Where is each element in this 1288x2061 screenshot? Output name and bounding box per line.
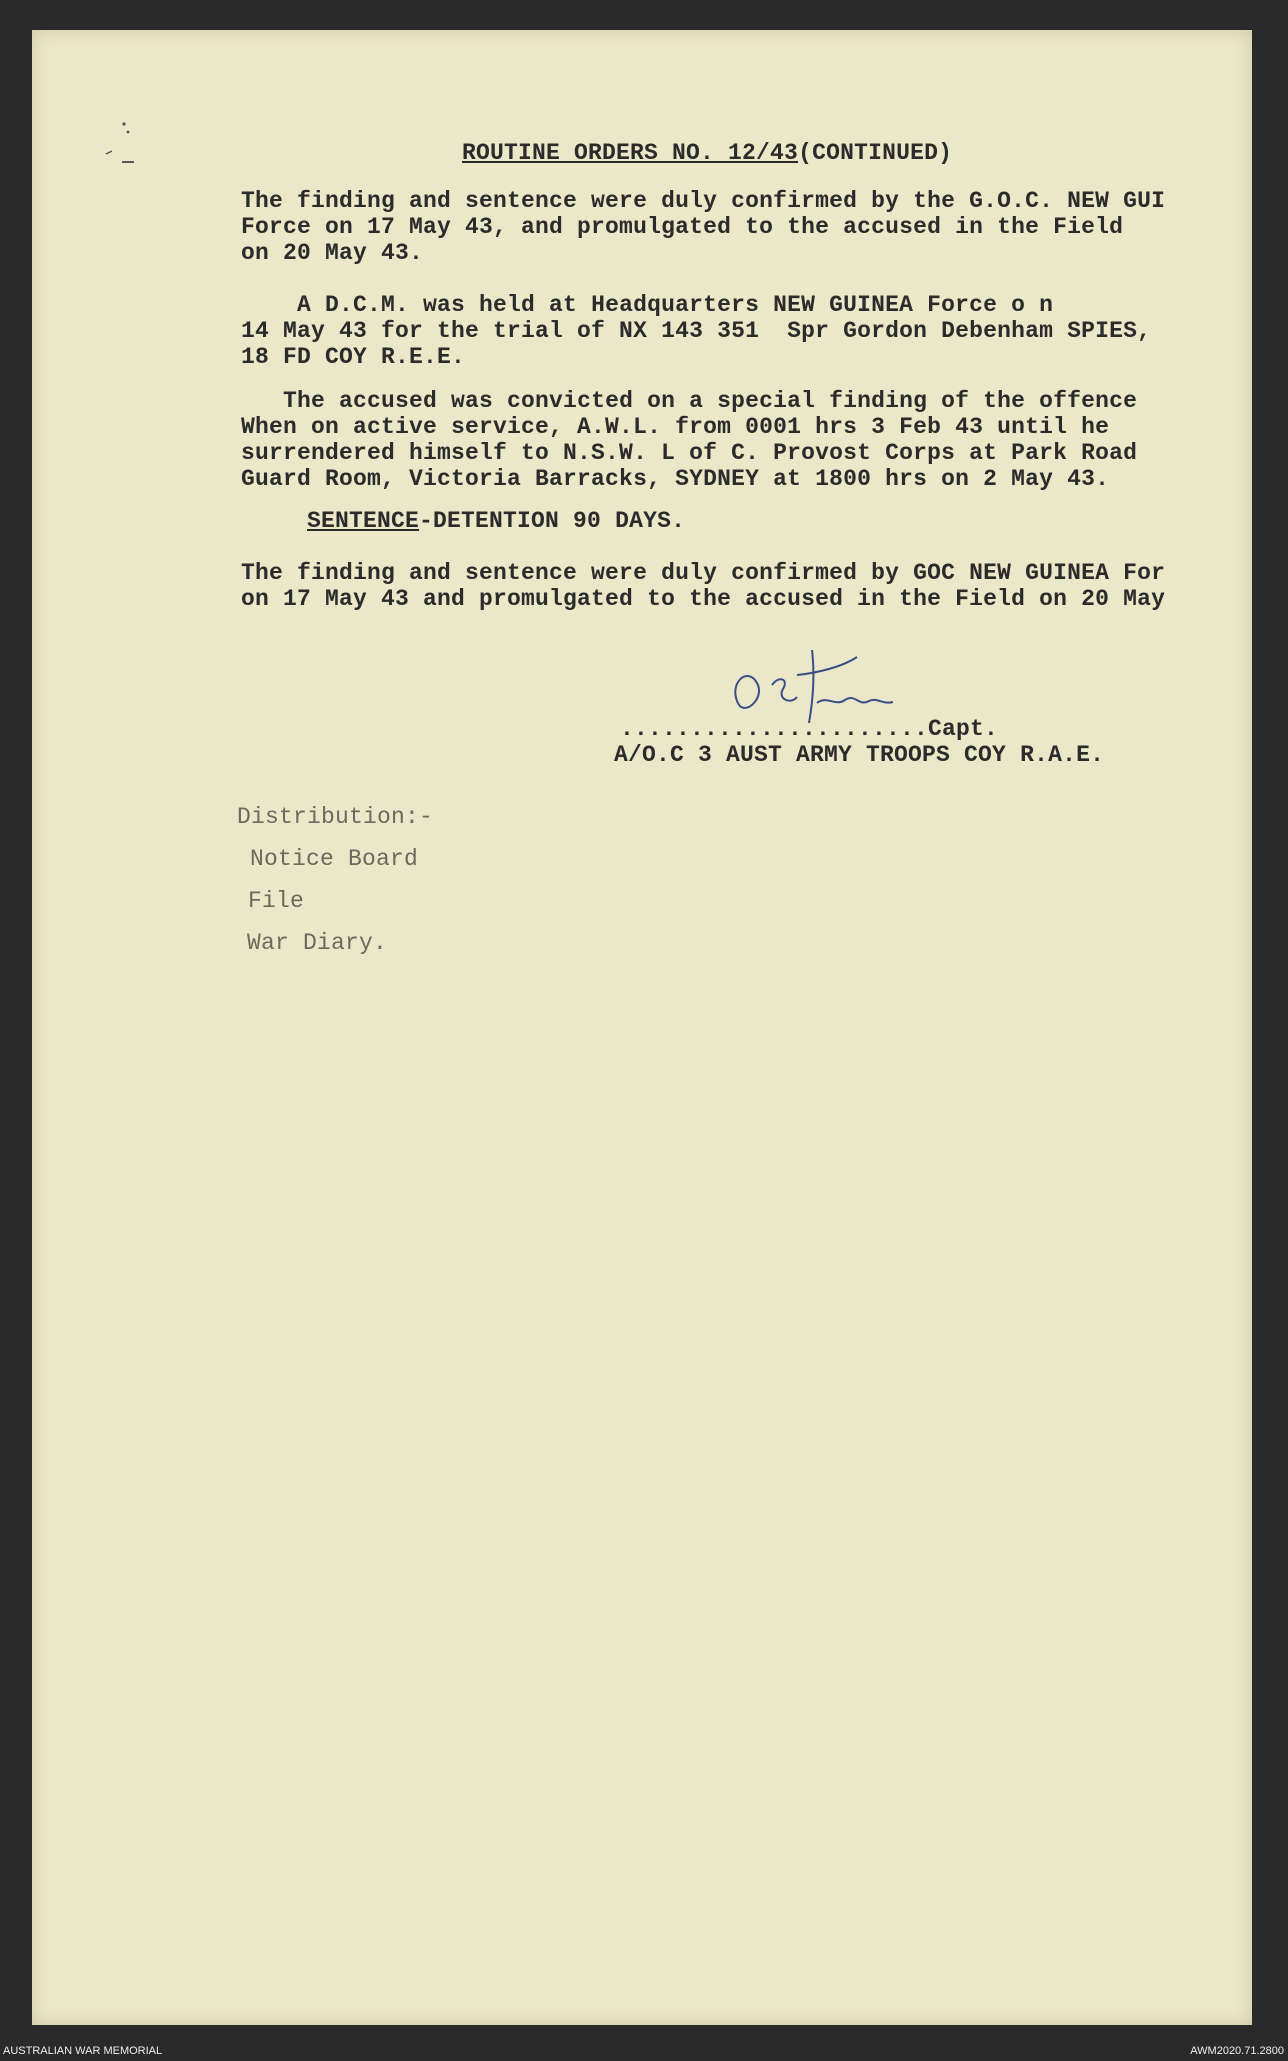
sentence-line — [307, 508, 685, 534]
text-line: A D.C.M. was held at Headquarters NEW GUINEA Force o n — [297, 292, 1054, 318]
paragraph-confirmation-2 — [241, 560, 1165, 612]
paragraph-dcm — [241, 292, 1151, 370]
text-line: surrendered himself to N.S.W. L of C. Provost Corps at Park Road — [241, 440, 1138, 466]
title-continued: (CONTINUED) — [798, 140, 953, 166]
page-title — [462, 140, 952, 166]
sentence-label: SENTENCE — [307, 508, 420, 534]
sentence-value: -DETENTION 90 DAYS. — [419, 508, 686, 534]
text-line: 18 FD COY R.E.E. — [241, 344, 466, 370]
paragraph-confirmation-1 — [241, 188, 1165, 266]
distribution-item-notice-board: Notice Board — [250, 846, 419, 872]
text-line: When on active service, A.W.L. from 0001 hrs 3 Feb 43 until he — [241, 414, 1110, 440]
distribution-heading: Distribution:- — [237, 804, 434, 830]
document-page — [32, 30, 1252, 2025]
text-line: 14 May 43 for the trial of NX 143 351 Spr Gordon Debenham SPIES, — [241, 318, 1152, 344]
text-line: on 20 May 43. — [241, 240, 424, 266]
paragraph-offence — [241, 388, 1137, 492]
margin-marks — [102, 118, 142, 178]
title-underlined: ROUTINE ORDERS NO. 12/43 — [462, 140, 799, 166]
text-line: The finding and sentence were duly confirmed by GOC NEW GUINEA For — [241, 560, 1166, 586]
text-line: The accused was convicted on a special finding of the offence — [283, 388, 1138, 414]
text-line: Guard Room, Victoria Barracks, SYDNEY at 1800 hrs on 2 May 43. — [241, 466, 1110, 492]
text-line: on 17 May 43 and promulgated to the accused in the Field on 20 May — [241, 586, 1166, 612]
distribution-item-war-diary: War Diary. — [247, 930, 388, 956]
footer-right-label: AWM2020.71.2800 — [1190, 2045, 1284, 2057]
footer-left-label: AUSTRALIAN WAR MEMORIAL — [3, 2045, 163, 2057]
text-line: Force on 17 May 43, and promulgated to the accused in the Field — [241, 214, 1124, 240]
text-line: The finding and sentence were duly confirmed by the G.O.C. NEW GUI — [241, 188, 1166, 214]
signature-line: ......................Capt. — [620, 716, 999, 742]
signature-title: A/O.C 3 AUST ARMY TROOPS COY R.A.E. — [614, 742, 1105, 768]
distribution-item-file: File — [248, 888, 305, 914]
